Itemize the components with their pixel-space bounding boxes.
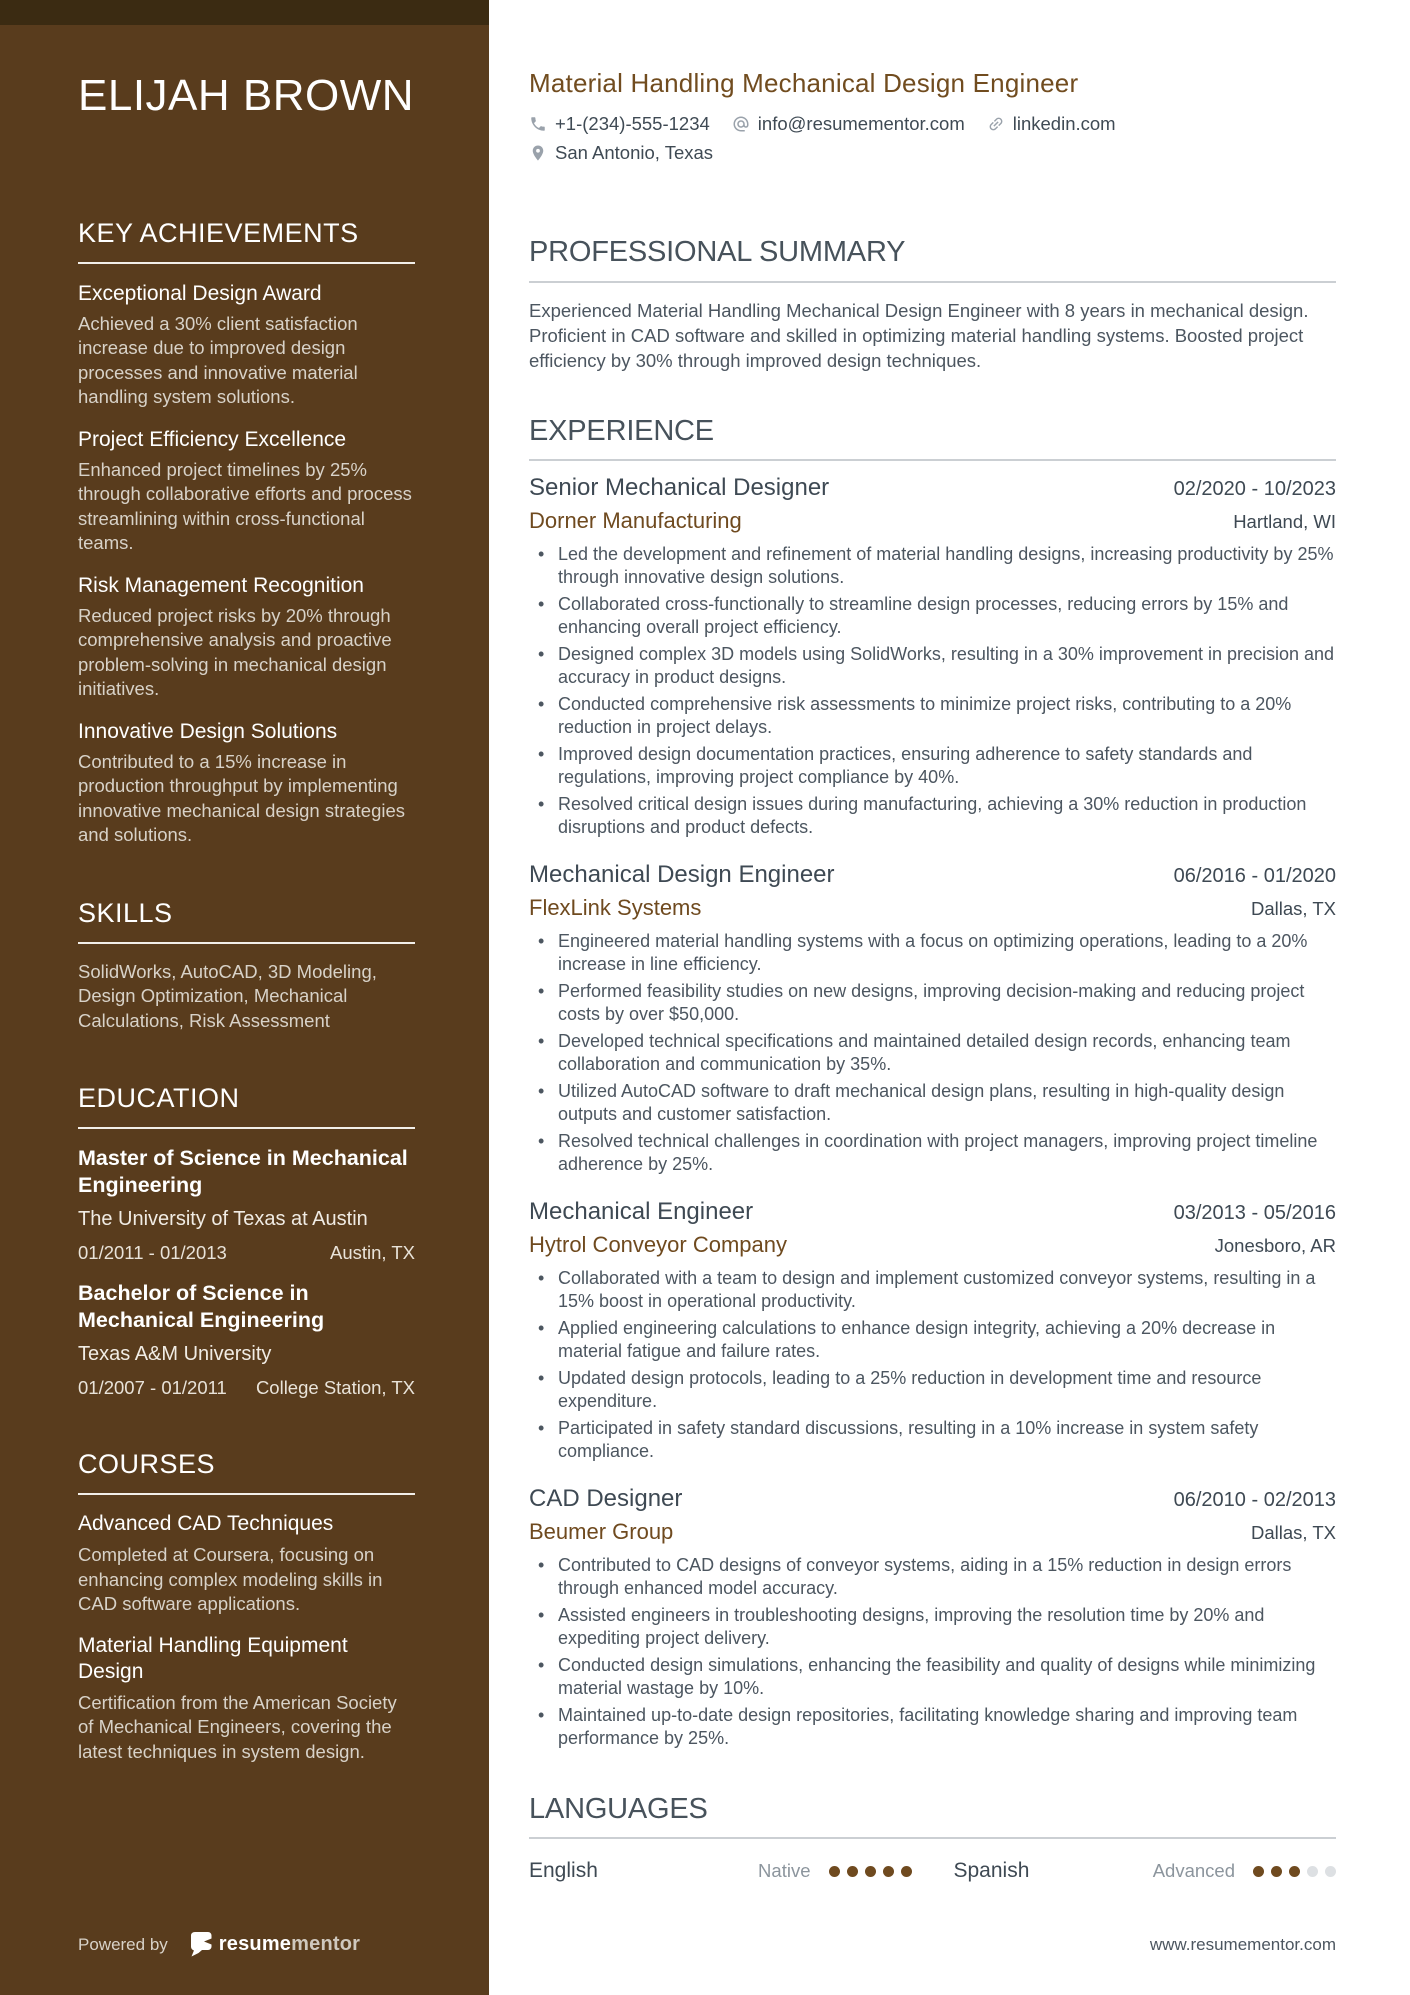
job-bullet: • Maintained up-to-date design repositories, facilitating knowledge sharing and improving team performance by 25%. xyxy=(529,1704,1336,1751)
job-bullet-list xyxy=(529,543,1336,840)
achievement-title: Project Efficiency Excellence xyxy=(78,427,347,451)
dot-filled xyxy=(1253,1866,1264,1877)
course-title: Material Handling Equipment Design xyxy=(78,1633,348,1683)
job-location: Dallas, TX xyxy=(1251,1521,1336,1543)
education-meta-row xyxy=(78,1377,415,1399)
language-entry xyxy=(529,1859,912,1883)
job-bullet: • Collaborated cross-functionally to streamline design processes, reducing errors by 15% and enhancing overall project efficiency. xyxy=(529,593,1336,640)
education-item xyxy=(78,1145,415,1264)
linkedin-url[interactable]: linkedin.com xyxy=(1012,113,1116,135)
section-title-skills: SKILLS xyxy=(78,897,173,928)
job-company-row xyxy=(529,1519,1336,1545)
job-bullet: • Conducted comprehensive risk assessments to minimize project risks, contributing to a 20% reduction in project delays. xyxy=(529,693,1336,740)
job-bullet: • Designed complex 3D models using SolidWorks, resulting in a 30% improvement in precision and accuracy in product designs. xyxy=(529,643,1336,690)
dot-filled xyxy=(865,1866,876,1877)
job-location: Hartland, WI xyxy=(1233,510,1336,532)
dot-filled xyxy=(901,1866,912,1877)
achievement-item xyxy=(78,719,415,848)
achievement-item xyxy=(78,427,415,556)
course-description: Completed at Coursera, focusing on enhancing complex modeling skills in CAD software applications. xyxy=(78,1544,383,1615)
achievement-description: Reduced project risks by 20% through comprehensive analysis and proactive problem-solving in mechanical design initiatives. xyxy=(78,604,392,700)
course-item xyxy=(78,1633,415,1765)
language-name: Spanish xyxy=(953,1859,1030,1883)
location-text: San Antonio, Texas xyxy=(555,142,714,164)
dot-filled xyxy=(1289,1866,1300,1877)
school-name: Texas A&M University xyxy=(78,1343,272,1366)
email-item xyxy=(732,113,965,135)
course-description: Certification from the American Society of Mechanical Engineers, covering the latest techniques in system design. xyxy=(78,1691,397,1762)
phone-number: +1-(234)-555-1234 xyxy=(555,113,710,135)
job-header-row xyxy=(529,1197,1336,1227)
job-company-row xyxy=(529,895,1336,921)
skills-list: SolidWorks, AutoCAD, 3D Modeling, Design Optimization, Mechanical Calculations, Risk Assessment xyxy=(78,960,377,1031)
education-location: College Station, TX xyxy=(255,1377,415,1399)
phone-item xyxy=(529,113,710,135)
job-bullet: • Utilized AutoCAD software to draft mechanical design plans, resulting in high-quality design outputs and customer satisfaction. xyxy=(529,1080,1336,1127)
section-divider xyxy=(529,459,1336,461)
job-bullet: • Collaborated with a team to design and implement customized conveyor systems, resulting in a 15% boost in operational productivity. xyxy=(529,1267,1336,1314)
degree-title: Master of Science in Mechanical Engineering xyxy=(78,1146,408,1198)
job-bullet-list xyxy=(529,1554,1336,1751)
job-dates: 03/2013 - 05/2016 xyxy=(1173,1201,1336,1224)
link-icon xyxy=(987,115,1005,133)
job-title: Mechanical Design Engineer xyxy=(529,860,835,888)
job-location: Jonesboro, AR xyxy=(1214,1234,1336,1256)
resumementor-logo[interactable] xyxy=(190,1932,360,1957)
section-title-education: EDUCATION xyxy=(78,1083,240,1114)
job-dates: 06/2016 - 01/2020 xyxy=(1173,864,1336,887)
section-title-languages: LANGUAGES xyxy=(529,1792,708,1825)
course-item xyxy=(78,1511,415,1617)
job-bullet: • Engineered material handling systems with a focus on optimizing operations, leading to a 20% increase in line efficiency. xyxy=(529,930,1336,977)
dot-filled xyxy=(883,1866,894,1877)
job-entry xyxy=(529,860,1336,1177)
achievement-description: Contributed to a 15% increase in production throughput by implementing innovative mechanical design strategies and solutions. xyxy=(78,750,406,846)
education-meta-row xyxy=(78,1242,415,1264)
sidebar xyxy=(0,0,489,1995)
job-title: Mechanical Engineer xyxy=(529,1197,754,1225)
job-bullet: • Conducted design simulations, enhancing the feasibility and quality of designs while minimizing material wastage by 10%. xyxy=(529,1654,1336,1701)
job-company-row xyxy=(529,1232,1336,1258)
achievement-title: Exceptional Design Award xyxy=(78,281,322,305)
sidebar-section-education xyxy=(78,1083,415,1399)
job-bullet: • Improved design documentation practices, ensuring adherence to safety standards and regulations, improving project compliance by 40%. xyxy=(529,743,1336,790)
language-proficiency-dots xyxy=(1253,1866,1336,1877)
sidebar-footer xyxy=(78,1932,360,1957)
company-name: Hytrol Conveyor Company xyxy=(529,1231,787,1257)
linkedin-item xyxy=(987,113,1116,135)
dot-empty xyxy=(1307,1866,1318,1877)
job-dates: 02/2020 - 10/2023 xyxy=(1173,477,1336,500)
section-divider xyxy=(529,1837,1336,1839)
resume-header xyxy=(529,68,1336,164)
job-entry xyxy=(529,1197,1336,1464)
education-dates: 01/2011 - 01/2013 xyxy=(78,1242,227,1264)
language-name: English xyxy=(529,1859,598,1883)
powered-by-label: Powered by xyxy=(78,1934,168,1954)
job-title: CAD Designer xyxy=(529,1484,683,1512)
job-location: Dallas, TX xyxy=(1251,897,1336,919)
wordmark-mentor: mentor xyxy=(291,1933,361,1955)
dot-filled xyxy=(1271,1866,1282,1877)
resumementor-wordmark xyxy=(219,1933,360,1956)
job-header-row xyxy=(529,1484,1336,1514)
section-divider xyxy=(78,262,415,264)
job-title: Senior Mechanical Designer xyxy=(529,473,830,501)
location-pin-icon xyxy=(529,144,547,162)
email-icon xyxy=(732,115,750,133)
job-header-row xyxy=(529,860,1336,890)
education-item xyxy=(78,1280,415,1399)
job-bullet: • Resolved technical challenges in coordination with project managers, improving project timeline adherence by 25%. xyxy=(529,1130,1336,1177)
achievement-title: Innovative Design Solutions xyxy=(78,719,338,743)
section-divider xyxy=(78,1127,415,1129)
job-bullet: • Resolved critical design issues during manufacturing, achieving a 30% reduction in production disruptions and product defects. xyxy=(529,793,1336,840)
job-bullet: • Participated in safety standard discussions, resulting in a 10% increase in system safety compliance. xyxy=(529,1417,1336,1464)
job-bullet: • Performed feasibility studies on new designs, improving decision-making and reducing project costs by over $50,000. xyxy=(529,980,1336,1027)
section-title-experience: EXPERIENCE xyxy=(529,414,714,447)
course-title: Advanced CAD Techniques xyxy=(78,1512,334,1536)
sidebar-section-skills xyxy=(78,898,415,1034)
section-experience xyxy=(529,415,1336,1751)
section-divider xyxy=(78,942,415,944)
section-title-key-achievements: KEY ACHIEVEMENTS xyxy=(78,217,359,248)
job-entry xyxy=(529,473,1336,840)
language-proficiency-dots xyxy=(829,1866,912,1877)
job-bullet: • Applied engineering calculations to enhance design integrity, achieving a 20% decrease in material fatigue and failure rates. xyxy=(529,1317,1336,1364)
job-bullet: • Updated design protocols, leading to a 25% reduction in development time and resource expenditure. xyxy=(529,1367,1336,1414)
company-name: FlexLink Systems xyxy=(529,894,702,920)
email-address[interactable]: info@resumementor.com xyxy=(757,113,965,135)
dot-filled xyxy=(847,1866,858,1877)
sidebar-section-key-achievements xyxy=(78,218,415,848)
wordmark-resume: resume xyxy=(218,1933,292,1955)
language-level: Advanced xyxy=(1152,1860,1235,1882)
job-bullet: • Led the development and refinement of material handling designs, increasing productivity by 25% through innovative design solutions. xyxy=(529,543,1336,590)
achievement-title: Risk Management Recognition xyxy=(78,573,364,597)
job-header-row xyxy=(529,473,1336,503)
education-dates: 01/2007 - 01/2011 xyxy=(78,1377,227,1399)
degree-title: Bachelor of Science in Mechanical Engineering xyxy=(78,1281,325,1333)
job-dates: 06/2010 - 02/2013 xyxy=(1173,1488,1336,1511)
job-bullet: • Contributed to CAD designs of conveyor systems, aiding in a 15% reduction in design errors through enhanced model accuracy. xyxy=(529,1554,1336,1601)
candidate-name: ELIJAH BROWN xyxy=(78,71,415,120)
phone-icon xyxy=(529,115,547,133)
section-title-courses: COURSES xyxy=(78,1449,216,1480)
section-divider xyxy=(78,1493,415,1495)
job-bullet: • Developed technical specifications and maintained detailed design records, enhancing team collaboration and communication by 35%. xyxy=(529,1030,1336,1077)
contact-row-1 xyxy=(529,113,1336,135)
section-divider xyxy=(529,281,1336,283)
languages-row xyxy=(529,1859,1336,1883)
section-languages xyxy=(529,1793,1336,1883)
school-name: The University of Texas at Austin xyxy=(78,1208,368,1231)
target-job-title: Material Handling Mechanical Design Engineer xyxy=(529,68,1079,98)
achievement-description: Enhanced project timelines by 25% through collaborative efforts and process streamlining within cross-functional teams. xyxy=(78,458,412,554)
company-name: Dorner Manufacturing xyxy=(529,507,742,533)
education-location: Austin, TX xyxy=(329,1242,415,1264)
language-entry xyxy=(954,1859,1337,1883)
summary-text: Experienced Material Handling Mechanical Design Engineer with 8 years in mechanical design. Proficient in CAD software and skilled in optimizing material handling systems. Boosted project efficiency by 30% through improved design techniques. xyxy=(529,299,1309,371)
location-item xyxy=(529,142,713,164)
company-name: Beumer Group xyxy=(529,1518,674,1544)
main-content xyxy=(489,0,1410,1995)
job-bullet: • Assisted engineers in troubleshooting designs, improving the resolution time by 20% and expediting project delivery. xyxy=(529,1604,1336,1651)
dot-filled xyxy=(829,1866,840,1877)
achievement-item xyxy=(78,573,415,702)
contact-row-2 xyxy=(529,142,1336,164)
resumementor-logo-icon xyxy=(190,1932,212,1957)
footer-site-url[interactable]: www.resumementor.com xyxy=(1149,1935,1336,1954)
section-title-professional-summary: PROFESSIONAL SUMMARY xyxy=(529,236,906,269)
top-accent-strip xyxy=(0,0,489,25)
job-bullet-list xyxy=(529,930,1336,1177)
achievement-item xyxy=(78,281,415,410)
dot-empty xyxy=(1325,1866,1336,1877)
section-professional-summary xyxy=(529,236,1336,372)
sidebar-section-courses xyxy=(78,1449,415,1764)
achievement-description: Achieved a 30% client satisfaction increase due to improved design processes and innovative material handling system solutions. xyxy=(78,312,358,408)
job-company-row xyxy=(529,508,1336,534)
language-level: Native xyxy=(758,1860,811,1882)
job-entry xyxy=(529,1484,1336,1751)
job-bullet-list xyxy=(529,1267,1336,1464)
